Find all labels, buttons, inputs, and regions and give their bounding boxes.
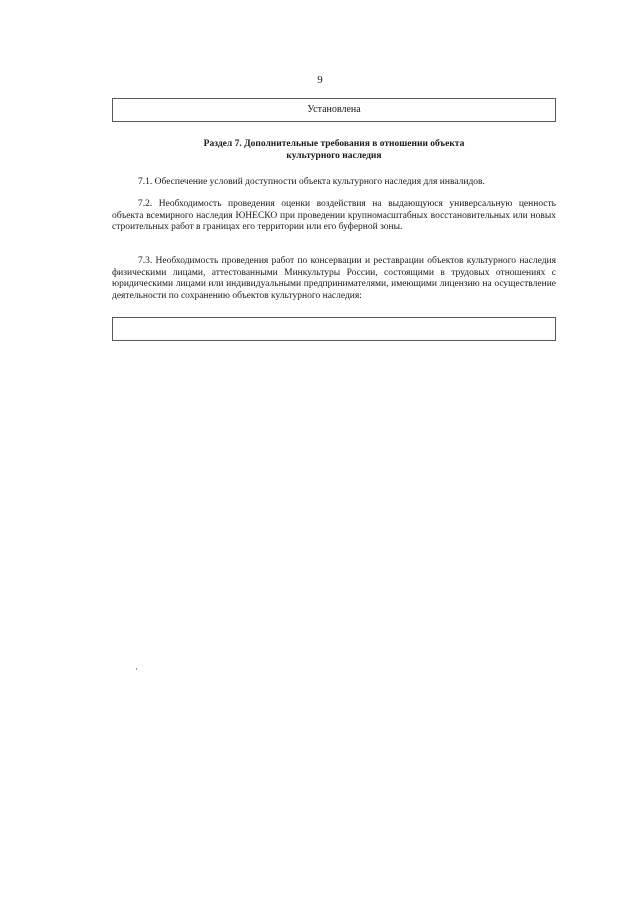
status-text: Установлена (307, 104, 361, 115)
section-title-line1: Раздел 7. Дополнительные требования в отношении объекта (203, 139, 465, 149)
empty-value-box (112, 317, 556, 341)
paragraph-7-3: 7.3. Необходимость проведения работ по консервации и реставрации объектов культурного наследия физическими лицами, аттестованными Минкультуры России, состоящими в трудовых отношениях с юридическими лицами или индивидуальными предпринимателями, имеющими лицензию на осуществление деятельности по сохранению объектов культурного наследия: (112, 256, 556, 301)
status-box (112, 98, 556, 122)
paragraph-7-2: 7.2. Необходимость проведения оценки воздействия на выдающуюся универсальную ценность объекта всемирного наследия ЮНЕСКО при проведении крупномасштабных восстановительных или новых строительных работ в границах его территории или его буферной зоны. (112, 199, 556, 232)
paragraph-7-1: 7.1. Обеспечение условий доступности объекта культурного наследия для инвалидов. (138, 177, 485, 187)
section-title (112, 138, 556, 162)
scan-artifact (136, 668, 137, 670)
section-title-line2: культурного наследия (286, 151, 382, 161)
page-number: 9 (317, 74, 323, 86)
